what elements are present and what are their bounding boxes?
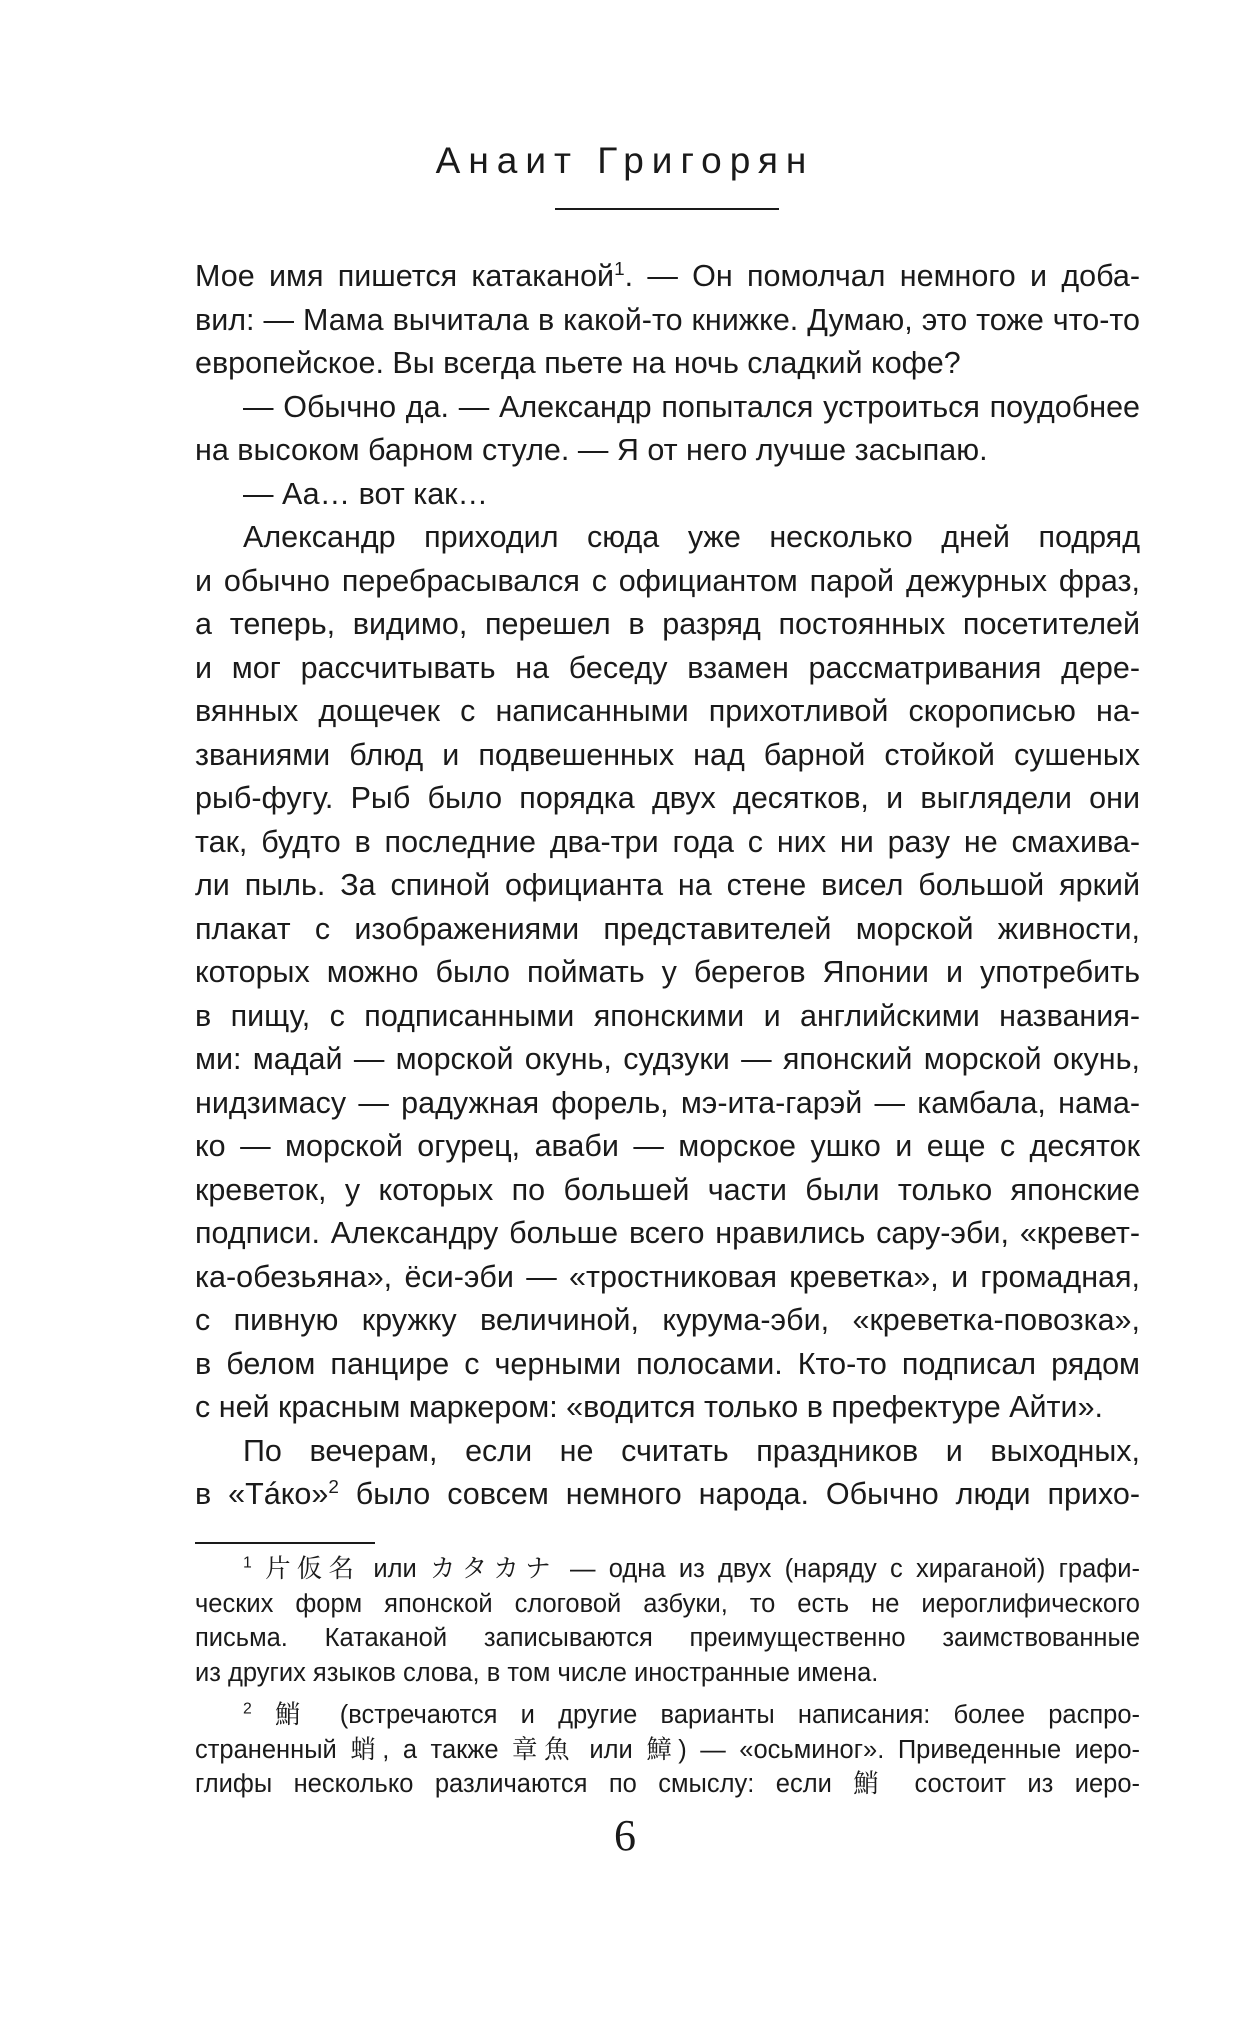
text-line: Мое имя пишется катаканой$^1$. — Он помолчал немного и доба- [195, 258, 1140, 293]
text-line: ка-обезьяна», ёси-эби — «тростниковая креветка», и громадная, [195, 1259, 1140, 1294]
text-line: которых можно было поймать у берегов Японии и употребить [195, 955, 1140, 989]
footnote-line: из других языков слова, в том числе иностранные имена. [195, 1658, 879, 1687]
page-number: 6 [614, 1811, 636, 1860]
text-line: вил: — Мама вычитала в какой-то книжке. Думаю, это тоже что-то [195, 302, 1140, 337]
footnote-ref-2: 2 [328, 1476, 339, 1498]
footnote-line: $^1$ 片仮名 или カタカナ — одна из двух (наряду с хираганой) графи- [243, 1554, 1140, 1583]
text-line: в белом панцире с черными полосами. Кто-то подписал рядом [195, 1346, 1140, 1381]
footnote-marker-2: 2 [243, 1700, 252, 1718]
footnote-separator [195, 1542, 375, 1544]
footnote-line: $^2$ 鮹 (встречаются и другие варианты написания: более распро- [243, 1700, 1140, 1729]
footnote-line: ческих форм японской слоговой азбуки, то есть не иероглифического [195, 1589, 1140, 1618]
footnote-line: страненный 蛸, а также 章魚 или 鱆) — «осьминог». Приведенные иеро- [195, 1735, 1140, 1764]
text-line: на высоком барном стуле. — Я от него лучше засыпаю. [195, 433, 988, 467]
text-line: ли пыль. За спиной официанта на стене висел большой яркий [195, 868, 1140, 902]
text-line: вянных дощечек с написанными прихотливой скорописью на- [195, 694, 1140, 728]
text-line: в «Тáко»$^2$ было совсем немного народа. Обычно люди прихо- [195, 1476, 1140, 1511]
text-line: рыб-фугу. Рыб было порядка двух десятков, и выглядели они [195, 781, 1140, 815]
footnote-line: глифы несколько различаются по смыслу: если 鮹 состоит из иеро- [195, 1770, 1140, 1798]
text-line: ми: мадай — морской окунь, судзуки — японский морской окунь, [195, 1042, 1140, 1076]
text-line: По вечерам, если не считать праздников и выходных, [243, 1433, 1140, 1468]
text-line: — Обычно да. — Александр попытался устроиться поудобнее [243, 389, 1140, 424]
running-head-author: Анаит Григорян [435, 140, 815, 181]
text-line: ко — морской огурец, аваби — морское ушко и еще с десяток [195, 1129, 1140, 1163]
footnote-marker-1: 1 [243, 1554, 252, 1572]
text-line: и мог рассчитывать на беседу взамен рассматривания дере- [195, 650, 1140, 685]
text-line: европейское. Вы всегда пьете на ночь сладкий кофе? [195, 346, 961, 380]
text-line: званиями блюд и подвешенных над барной стойкой сушеных [195, 737, 1140, 772]
text-line: с пивную кружку величиной, курума-эби, «креветка-повозка», [195, 1303, 1140, 1337]
text-line: нидзимасу — радужная форель, мэ-ита-гарэй — камбала, нама- [195, 1085, 1140, 1120]
text-line: — Аа… вот как… [243, 476, 489, 511]
text-line: так, будто в последние два-три года с них ни разу не смахива- [195, 824, 1140, 859]
footnote-ref-1: 1 [614, 258, 625, 280]
header-rule [555, 208, 779, 210]
text-line: с ней красным маркером: «водится только в префектуре Айти». [195, 1390, 1104, 1424]
text-line: в пищу, с подписанными японскими и английскими названия- [195, 998, 1140, 1033]
text-line: и обычно перебрасывался с официантом парой дежурных фраз, [195, 563, 1140, 598]
footnotes [195, 1552, 1140, 1802]
main-text [195, 255, 1140, 1517]
text-line: а теперь, видимо, перешел в разряд постоянных посетителей [195, 607, 1140, 641]
text-line: подписи. Александру больше всего нравились сару-эби, «кревет- [195, 1216, 1140, 1250]
footnote-line: письма. Катаканой записываются преимущественно заимствованные [195, 1624, 1140, 1652]
text-line: креветок, у которых по большей части были только японские [195, 1172, 1140, 1207]
text-line: Александр приходил сюда уже несколько дней подряд [243, 520, 1140, 554]
text-line: плакат с изображениями представителей морской живности, [195, 911, 1140, 946]
